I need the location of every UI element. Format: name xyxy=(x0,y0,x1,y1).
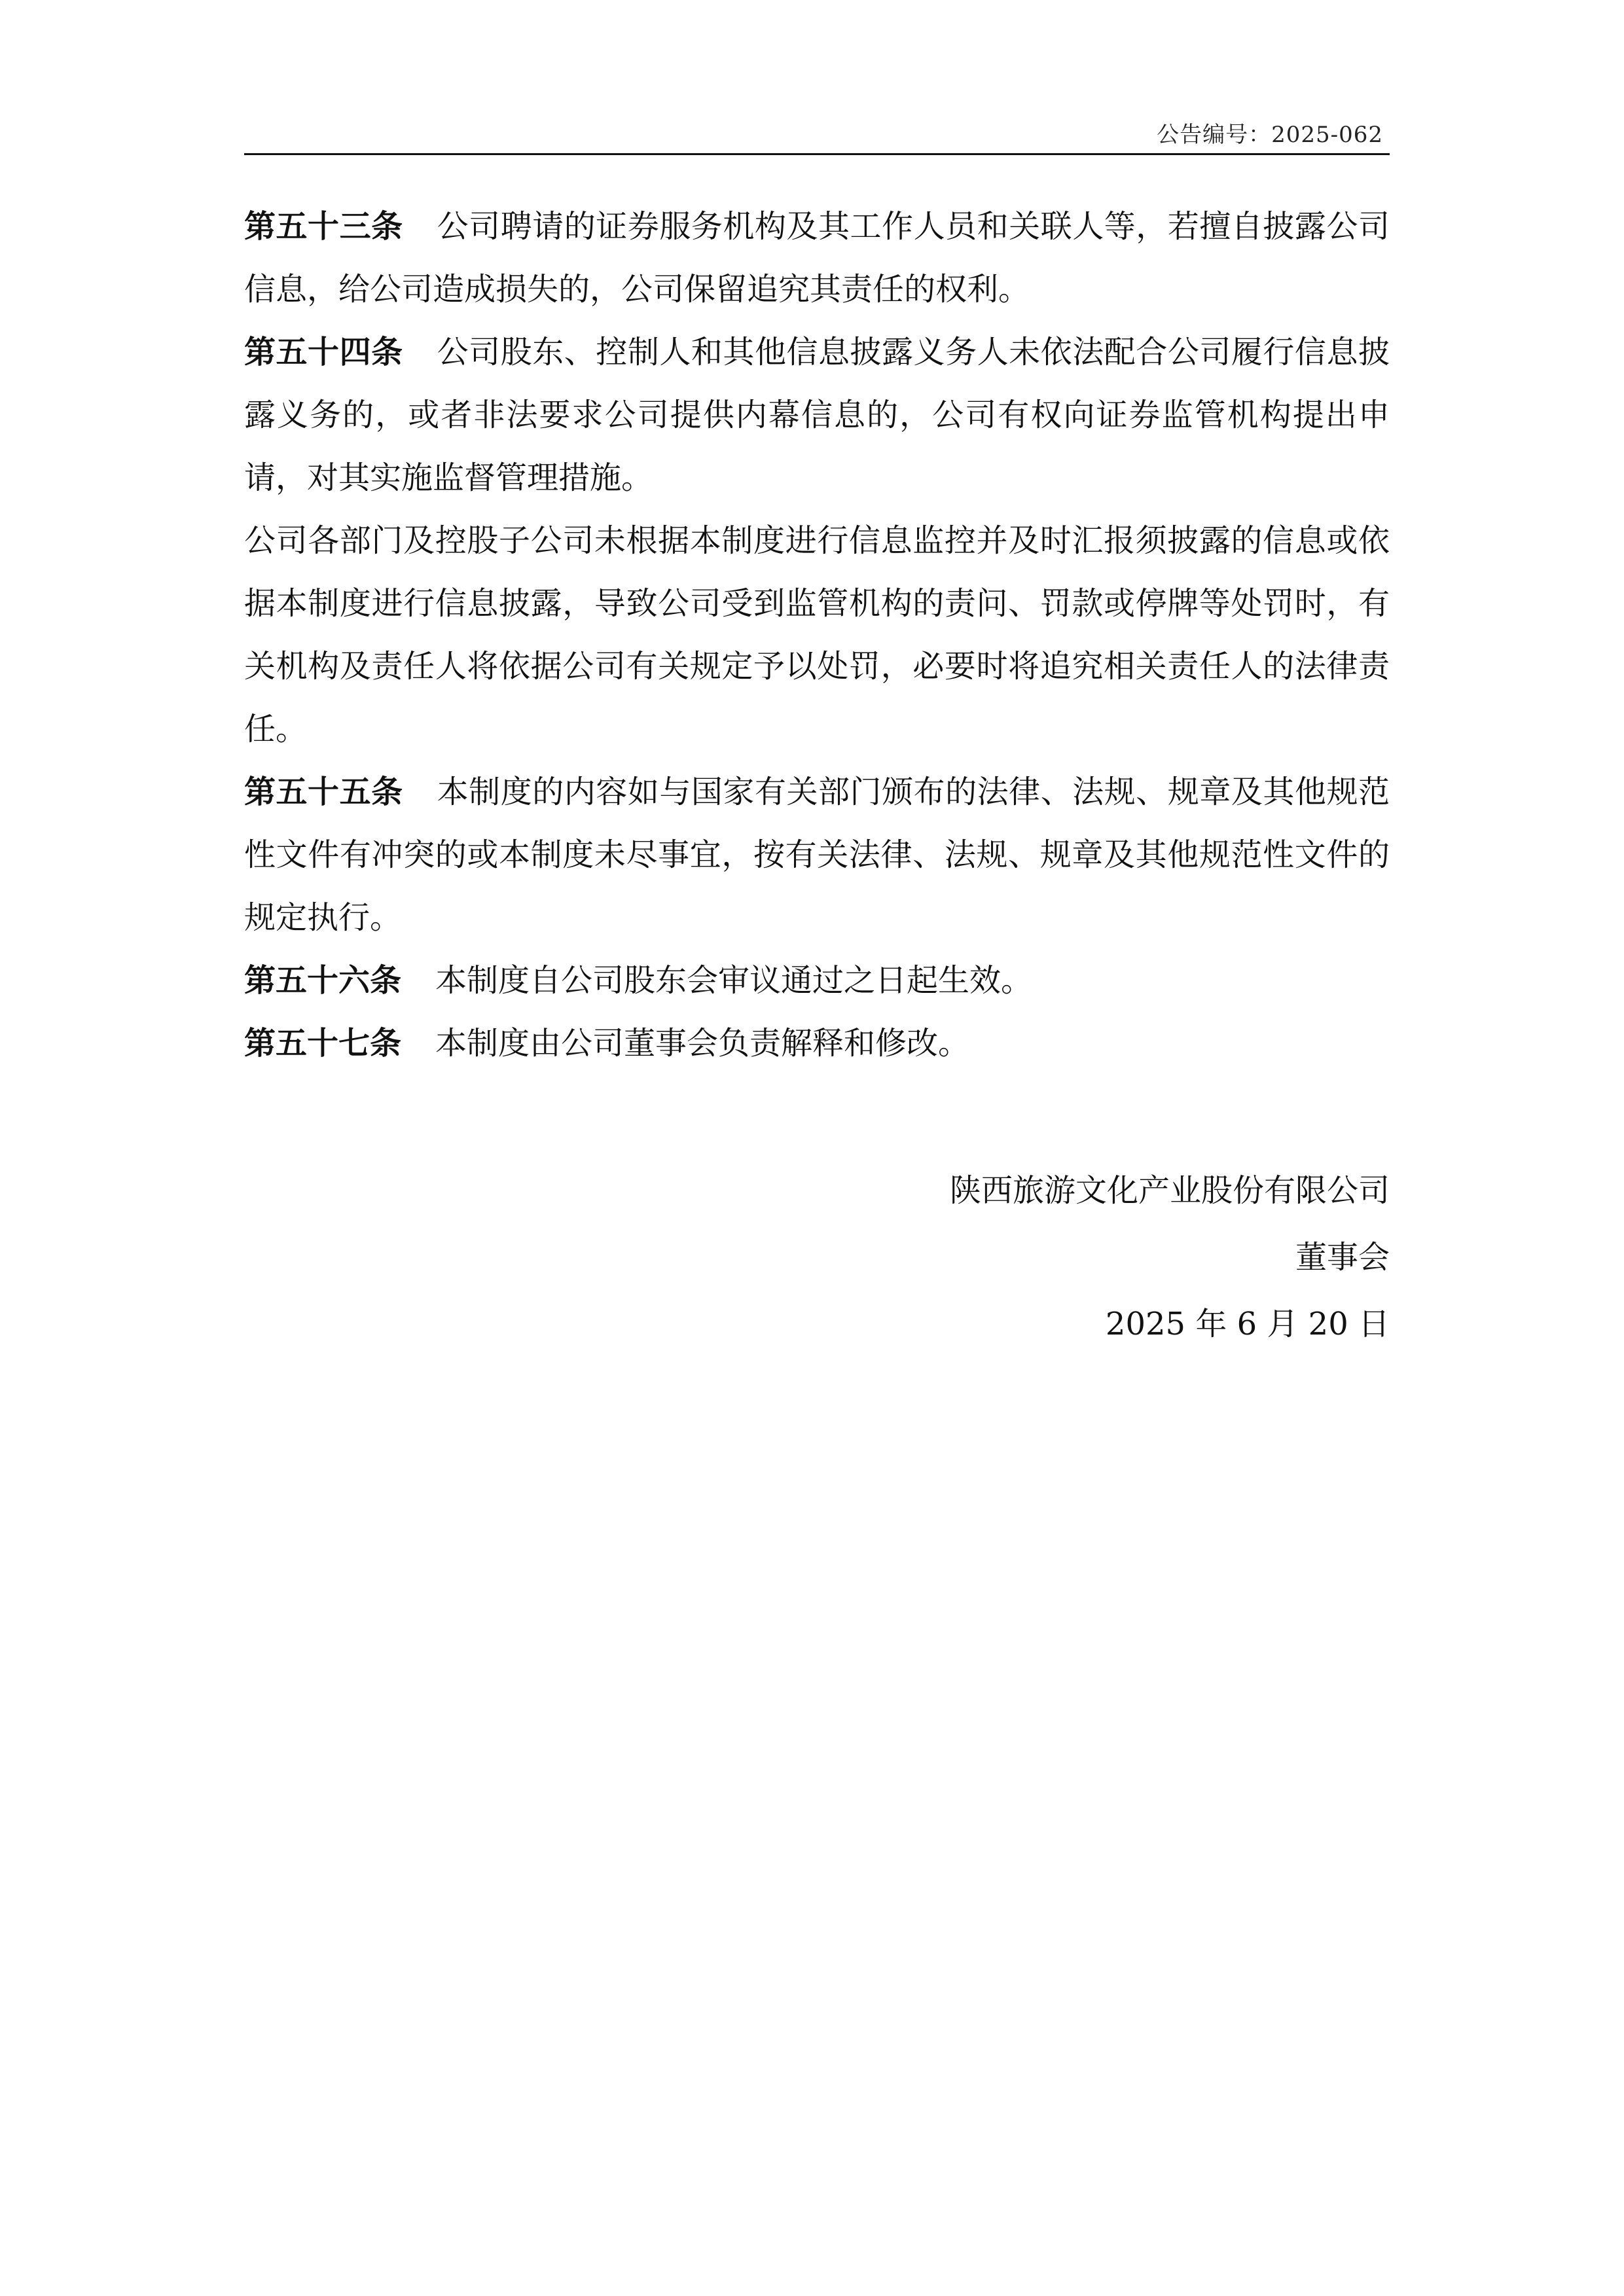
document-body xyxy=(244,195,1390,1075)
board-name: 董事会 xyxy=(1295,1239,1390,1276)
article-text: 公司聘请的证券服务机构及其工作人员和关联人等，若擅自披露公司信息，给公司造成损失的，公司保留追究其责任的权利。 xyxy=(244,208,1390,308)
article-text: 本制度的内容如与国家有关部门颁布的法律、法规、规章及其他规范性文件有冲突的或本制度未尽事宜，按有关法律、法规、规章及其他规范性文件的规定执行。 xyxy=(244,774,1390,936)
article-text: 本制度自公司股东会审议通过之日起生效。 xyxy=(435,962,1033,999)
company-name: 陕西旅游文化产业股份有限公司 xyxy=(949,1172,1390,1209)
article-text: 公司股东、控制人和其他信息披露义务人未依法配合公司履行信息披露义务的，或者非法要求公司提供内幕信息的，公司有权向证券监管机构提出申请，对其实施监督管理措施。 xyxy=(244,334,1390,496)
article-54-paragraph-2 xyxy=(244,509,1390,761)
article-number: 第五十六条 xyxy=(244,962,402,999)
article-text: 本制度由公司董事会负责解释和修改。 xyxy=(435,1025,970,1062)
article-56 xyxy=(244,949,1390,1012)
announcement-number: 公告编号：2025-062 xyxy=(1157,122,1383,148)
article-number: 第五十七条 xyxy=(244,1025,402,1062)
article-55 xyxy=(244,761,1390,949)
article-number: 第五十五条 xyxy=(244,774,403,810)
article-57 xyxy=(244,1012,1390,1075)
article-number: 第五十四条 xyxy=(244,334,403,370)
article-text: 公司各部门及控股子公司未根据本制度进行信息监控并及时汇报须披露的信息或依据本制度进行信息披露，导致公司受到监管机构的责问、罚款或停牌等处罚时，有关机构及责任人将依据公司有关规定予以处罚，必要时将追究相关责任人的法律责任。 xyxy=(244,522,1390,747)
signature-block xyxy=(950,1157,1390,1357)
article-number: 第五十三条 xyxy=(244,208,403,245)
article-53 xyxy=(244,195,1390,321)
signature-date: 2025 年 6 月 20 日 xyxy=(1105,1306,1390,1342)
page-header xyxy=(244,111,1390,155)
article-54 xyxy=(244,321,1390,509)
